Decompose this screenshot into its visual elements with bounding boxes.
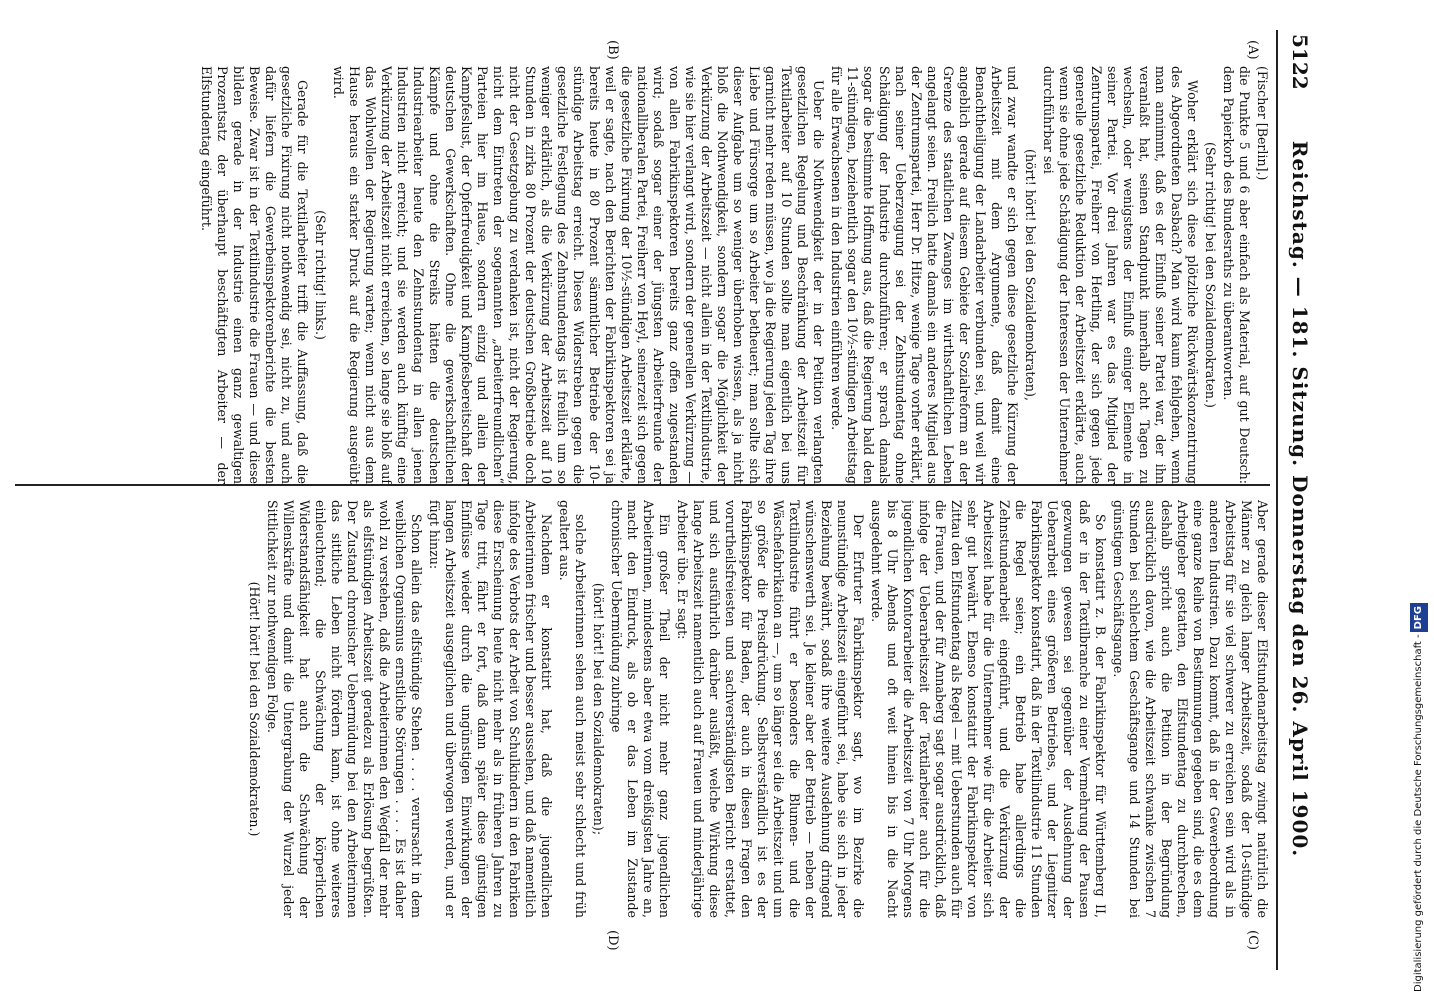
paragraph: So konstatirt z. B. der Fabrikinspektor für Württemberg II, daß er in der Textilbranche zu einer Vermehrung der Pausen gezwungen gewesen sei gegenüber der Ausdehnung der Ueberarbeit eines größeren Betriebes, und der Liegnitzer Fabrikinspektor konstatirt, daß in der Textilindustrie 11 Stunden die Regel seien; ein Betrieb habe allerdings die Zehnstundenarbeit eingeführt, und die Verkürzung der Arbeitszeit habe für die Unternehmer wie für die Arbeiter sich sehr gut bewährt. Ebenso konstatirt der Fabrikinspektor von Zittau den Elfstundentag als Regel — mit Ueberstunden auch für die Frauen, und der für Annaberg sagt sogar ausdrücklich, daß infolge der Ueberarbeitszeit der Textilarbeiter auch für die jugendlichen Kontorarbeiter die Arbeitszeit von 7 Uhr Morgens bis 8 Uhr Abends und oft weit hinein bis in die Nacht ausgedehnt werde. [869,500,1108,918]
interjection: (Hört! hört! bei den Sozialdemokraten.) [247,581,262,837]
quotation: Ein großer Theil der nicht mehr ganz jugendlichen Arbeiterinnen, mindestens aber etwa vom dreißigsten Jahre an, macht den Eindruck, als ob er das Leben im Zustande chronischer Uebermüdung zubringe [609,500,672,918]
speaker-name: (Fischer [Berlin].) [1255,66,1270,181]
dfg-logo: DFG [1410,603,1428,632]
paragraph: Der Erfurter Fabrikinspektor sagt, wo im Bezirke die neunstündige Arbeitszeit eingeführt sei, habe sie sich in jeder Beziehung bewährt, sodaß ihre weitere Ausdehnung dringend wünschenswerth sei. Je kleiner aber der Betrieb — neben der Textilindustrie führt er besonders die Blumen- und die Wäschefabrikation an —, um so länger sei die Arbeitszeit und um so größer die Preisdrückung. Selbstverständlich ist es der Fabrikinspektor für Baden, der auch in diesen Fragen den vorurtheilsfreiesten und sachverständigsten Bericht erstattet, und sich ausführlich darüber ausläßt, welche Wirkung diese lange Arbeitszeit namentlich auch auf Frauen und minderjährige Arbeiter übe. Er sagt: [675,500,866,918]
paragraph: Nachdem er konstatirt hat, daß die jugendlichen Arbeiterinnen frischer und besser aussehen, und daß namentlich infolge des Verbots der Arbeit von Schulkindern in den Fabriken diese Erscheinung heute nicht mehr als in früheren Jahren zu Tage tritt, fährt er fort, daß dann später diese günstigen Einflüsse wieder durch die ungünstigen Einwirkungen der langen Arbeitszeit ausgeglichen und überwogen werden, und er fügt hinzu: [427,500,554,918]
interjection: (Sehr richtig! links.) [313,210,328,340]
quotation: solche Arbeiterinnen sehen auch meist sehr schlecht und früh gealtert aus. [557,500,588,918]
paragraph: die Punkte 5 und 6 aber einfach als Material, auf gut Deutsch: dem Papierkorb des Bundesraths zu überantworten. [1221,66,1252,484]
right-column [15,500,1270,918]
margin-marker-d: (D) [605,930,620,951]
paragraph: Ueber die Nothwendigkeit der in der Petition verlangten gesetzlichen Regelung und Beschränkung der Arbeitszeit für Textilarbeiter auf 10 Stunden sollte man eigentlich bei uns garnicht mehr reden müssen, wo ja die Regierung jeden Tag ihre Liebe und Fürsorge um so Arbeiter betheuert; man sollte sich dieser Aufgabe um so weniger überhoben wissen, als ja nicht bloß die Nothwendigkeit, sondern sogar die Möglichkeit der Verkürzung der Arbeitszeit — nicht allein in der Textilindustrie, wie sie hier verlangt wird, sondern der generellen Verkürzung — von allen Fabrikinspektoren bereits ganz offen zugestanden wird; sodaß sogar einer der jüngsten Arbeiterfreunde der nationalliberalen Partei, Freiherr von Heyl, seinerzeit sich gegen die gesetzliche Fixirung der 10½-stündigen Arbeitszeit erklärte, weil er sagte, nach den Berichten der Fabrikinspektoren sei ja bereits heute in 80 Prozent sämmtlicher Betriebe der 10-stündige Arbeitstag erreicht. Dieses Widerstreben gegen die gesetzliche Festlegung des Zehnstundentags ist freilich um so weniger erklärlich, als die Verkürzung der Arbeitszeit auf 10 Stunden in zirka 80 Prozent der deutschen Großbetriebe doch nicht der Gesetzgebung zu verdanken ist, nicht der Regierung, nicht dem Eintreten der sogenannten „arbeiterfreundlichen“ Parteien hier im Hause, sondern einzig und allein der Kampfeslust, der Opferfreudigkeit und Kampfesbereitschaft der deutschen Gewerkschaften. Ohne die gewerkschaftlichen Kämpfe und ohne die Streiks hätten die deutschen Industriearbeiter heute den Zehnstundentag in allen jenen Industrien nicht erreicht; und sie werden auch künftig eine Verkürzung der Arbeitszeit nicht erreichen, so lange sie bloß auf das Wohlwollen der Regierung warten; wenn nicht aus dem Hause heraus ein starker Druck auf die Regierung ausgeübt wird. [331,66,826,484]
left-column [15,66,1270,484]
margin-marker-c: (C) [1245,930,1260,951]
margin-marker-a: (A) [1245,40,1260,60]
quotation: Schon allein das elfstündige Stehen . . . . verursacht in dem weiblichen Organismus ernstliche Störungen . . . . Es ist daher wohl zu verstehen, daß die Arbeiterinnen den Wegfall der mehr als elfstündigen Arbeitszeit geradezu als Erlösung begrüßten. Der Zustand chronischer Uebermüdung bei den Arbeiterinnen das sittliche Leben nicht fördern kann, ist ohne weiteres einleuchtend; die Schwächung der körperlichen Widerstandsfähigkeit hat auch die Schwächung der Willenskräfte und damit die Untergrabung der Wurzel jeder Sittlichkeit zur nothwendigen Folge. [265,500,424,918]
page-header [1278,34,1318,964]
page-title: Reichstag. — 181. Sitzung. Donnerstag den 26. April 1900. [1288,140,1312,858]
margin-marker-b: (B) [605,40,620,60]
paragraph: und zwar wandte er sich gegen diese gesetzliche Kürzung der Arbeitszeit mit dem Argumente, daß damit eine Benachtheiligung der Landarbeiter verbunden sei, und weil wir angeblich gerade auf diesem Gebiete der Sozialreform an der Grenze des staatlichen Zwanges im wirthschaftlichen Leben angelangt seien. Freilich hatte damals ein anderes Mitglied aus der Zentrumspartei, Herr Dr. Hitze, wenige Tage vorher erklärt, nach seiner Ueberzeugung sei der Zehnstundentag ohne Schädigung der Industrie durchzuführen; er sprach damals sogar die bestimmte Hoffnung aus, daß die Regierung bald den 11-stündigen, beziehentlich sogar den 10½-stündigen Arbeitstag für alle Erwachsenen in den Industrien einführen werde. [829,66,1020,484]
header-rule [1276,30,1278,970]
column-divider [15,484,1270,486]
paragraph: Gerade für die Textilarbeiter trifft die Auffassung, daß die gesetzliche Fixirung nicht nothwendig sei, nicht zu, und auch dafür liefern die Gewerbeinspektorenberichte die besten Beweise. Zwar ist in der Textilindustrie die Frauen — und diese bilden gerade in der Industrie einen ganz gewaltigen Prozentsatz der überhaupt beschäftigten Arbeiter — der Elfstundentag eingeführt. [199,66,310,484]
credit-text: Digitalisierung gefördert durch die Deutsche Forschungsgemeinschaft - [1413,634,1424,992]
page-number: 5122 [1288,34,1312,90]
interjection: (hört! hört! bei den Sozialdemokraten), [1023,149,1038,401]
paragraph: Aber gerade dieser Elfstundenarbeitstag zwingt natürlich die Männer zu gleich langer Arbeitszeit, sodaß der 10-stündige Arbeitstag für sie viel schwerer zu erreichen sein wird als in anderen Industrien. Dazu kommt, daß in der Gewerbeordnung eine ganze Reihe von Bestimmungen gegeben sind, die es dem Arbeitgeber gestatten, den Elfstundentag zu durchbrechen, deshalb spricht auch die Petition in der Begründung ausdrücklich davon, wie die Arbeitszeit schwanke zwischen 7 Stunden bei schlechtem Geschäftsgange und 14 Stunden bei günstigem Geschäftsgange. [1111,500,1270,918]
interjection: (Sehr richtig! bei den Sozialdemokraten.) [1203,142,1218,408]
digitization-credit [1410,8,1428,992]
paragraph: Woher erklärt sich diese plötzliche Rückwärtskonzentrirung des Abgeordneten Dasbach? Man wird kaum fehlgehen, wenn man annimmt, daß es der Einfluß seiner Partei war, der ihn veranlaßt hat, seinen Standpunkt innerhalb acht Tagen zu wechseln, oder wenigstens der Einfluß einiger Elemente in seiner Partei. Vor drei Jahren war es das Mitglied der Zentrumspartei, Freiherr von Hertling, der sich gegen jede generelle gesetzliche Reduktion der Arbeitszeit erklärte, auch wenn sie ohne jede Schädigung der Interessen der Unternehmer durchführbar sei [1041,66,1200,484]
interjection: (hört! hört! bei den Sozialdemokraten); [591,582,606,836]
